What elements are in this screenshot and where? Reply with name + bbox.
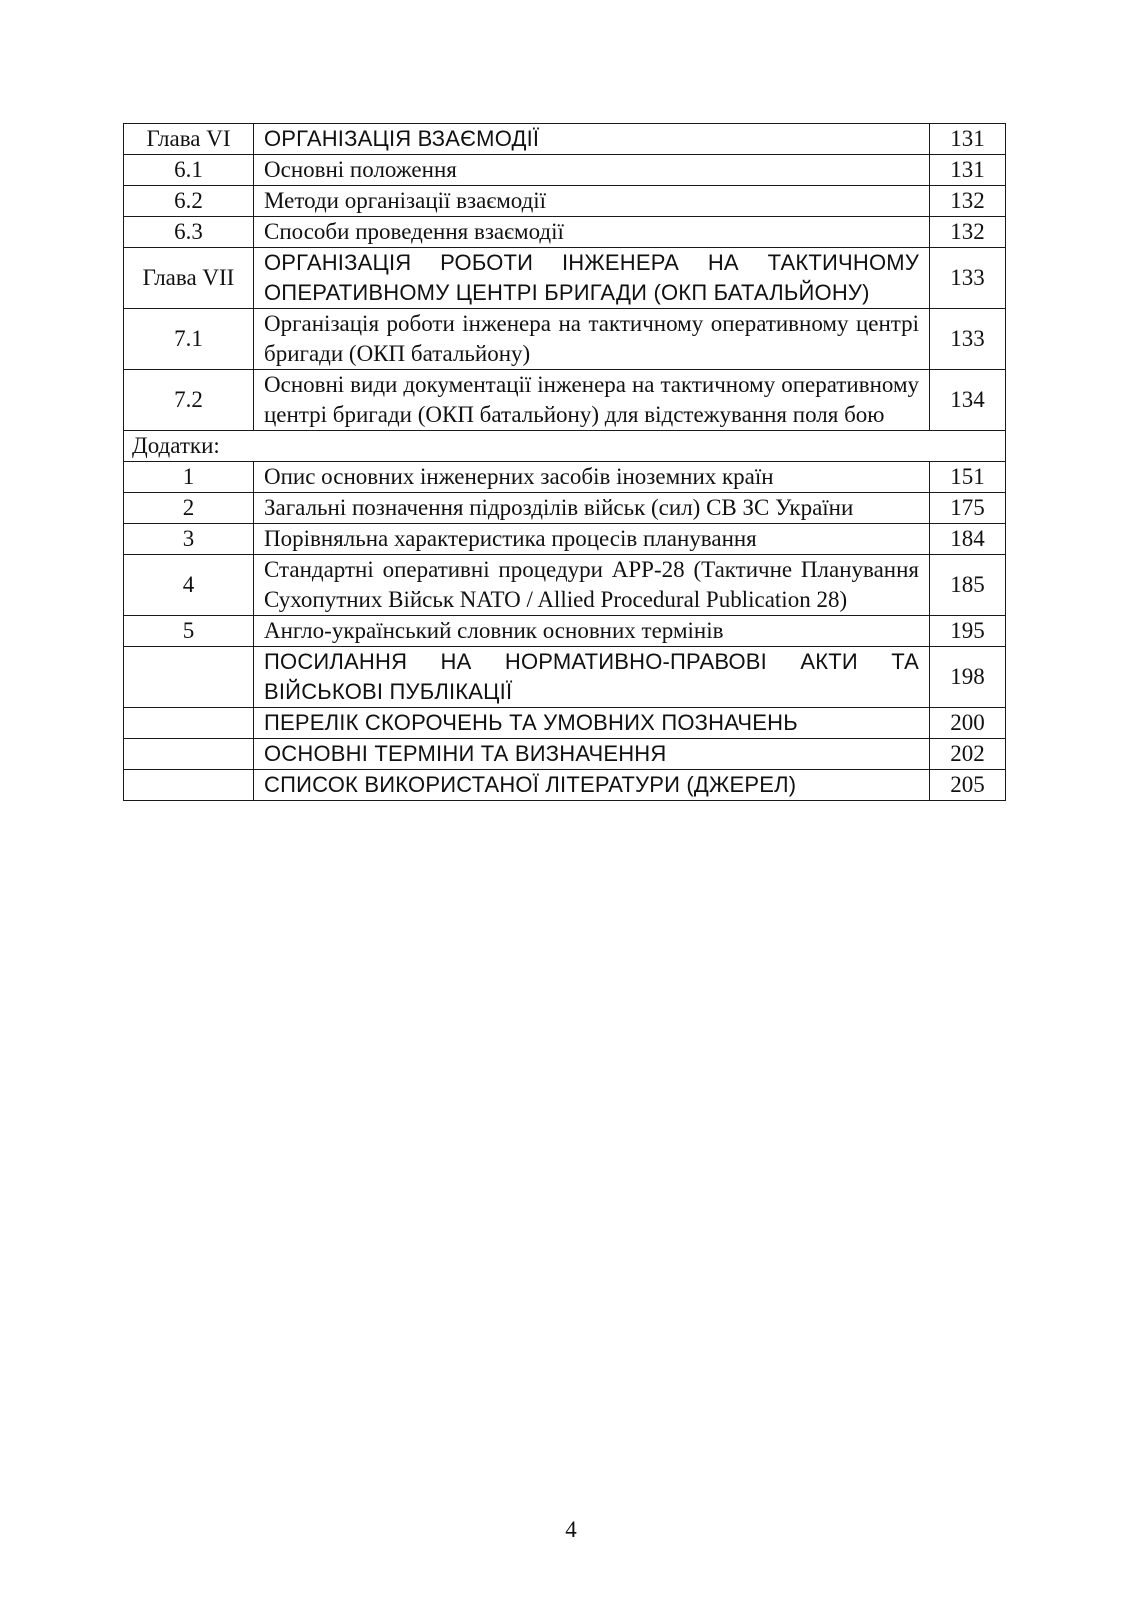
section-title: Методи організації взаємодії (254, 186, 930, 217)
page-ref: 184 (930, 524, 1006, 555)
page-ref: 175 (930, 493, 1006, 524)
section-title: Основні положення (254, 155, 930, 186)
chapter-number: Глава VII (124, 248, 254, 309)
chapter-title: ОРГАНІЗАЦІЯ РОБОТИ ІНЖЕНЕРА НА ТАКТИЧНОМУ ОПЕРАТИВНОМУ ЦЕНТРІ БРИГАДИ (ОКП БАТАЛЬЙОНУ) (254, 248, 930, 309)
table-of-contents (123, 123, 1006, 801)
section-title: ПЕРЕЛІК СКОРОЧЕНЬ ТА УМОВНИХ ПОЗНАЧЕНЬ (254, 708, 930, 739)
toc-row (124, 493, 1006, 524)
toc-row (124, 370, 1006, 431)
toc-row (124, 462, 1006, 493)
page-ref: 195 (930, 616, 1006, 647)
appendix-number: 5 (124, 616, 254, 647)
appendix-title: Порівняльна характеристика процесів планування (254, 524, 930, 555)
page-ref: 185 (930, 555, 1006, 616)
page-ref: 200 (930, 708, 1006, 739)
appendix-number: 2 (124, 493, 254, 524)
toc-row (124, 124, 1006, 155)
page-ref: 202 (930, 739, 1006, 770)
section-number: 7.2 (124, 370, 254, 431)
page-ref: 151 (930, 462, 1006, 493)
toc-row (124, 155, 1006, 186)
chapter-number: Глава VI (124, 124, 254, 155)
section-title: Основні види документації інженера на тактичному оперативному центрі бригади (ОКП батальйону) для відстежування поля бою (254, 370, 930, 431)
appendix-number: 4 (124, 555, 254, 616)
toc-row (124, 248, 1006, 309)
section-number: 6.1 (124, 155, 254, 186)
appendix-header-row (124, 431, 1006, 462)
appendix-title: Опис основних інженерних засобів іноземних країн (254, 462, 930, 493)
page-ref: 134 (930, 370, 1006, 431)
toc-row (124, 524, 1006, 555)
section-title: СПИСОК ВИКОРИСТАНОЇ ЛІТЕРАТУРИ (ДЖЕРЕЛ) (254, 770, 930, 801)
appendix-number: 3 (124, 524, 254, 555)
toc-row (124, 555, 1006, 616)
page-ref: 131 (930, 124, 1006, 155)
page-ref: 132 (930, 217, 1006, 248)
toc-row (124, 739, 1006, 770)
appendix-header: Додатки: (124, 431, 1006, 462)
appendix-title: Стандартні оперативні процедури APP-28 (Тактичне Планування Сухопутних Військ NATO / Allied Procedural Publication 28) (254, 555, 930, 616)
section-title: Способи проведення взаємодії (254, 217, 930, 248)
toc-row (124, 708, 1006, 739)
empty-number (124, 770, 254, 801)
page-number: 4 (565, 1517, 577, 1542)
empty-number (124, 708, 254, 739)
section-title: ПОСИЛАННЯ НА НОРМАТИВНО-ПРАВОВІ АКТИ ТА ВІЙСЬКОВІ ПУБЛІКАЦІЇ (254, 647, 930, 708)
chapter-title: ОРГАНІЗАЦІЯ ВЗАЄМОДІЇ (254, 124, 930, 155)
page-ref: 132 (930, 186, 1006, 217)
appendix-number: 1 (124, 462, 254, 493)
toc-row (124, 647, 1006, 708)
page-ref: 133 (930, 248, 1006, 309)
appendix-title: Англо-український словник основних термінів (254, 616, 930, 647)
section-number: 6.2 (124, 186, 254, 217)
appendix-title: Загальні позначення підрозділів військ (сил) СВ ЗС України (254, 493, 930, 524)
section-number: 7.1 (124, 309, 254, 370)
empty-number (124, 647, 254, 708)
page-ref: 133 (930, 309, 1006, 370)
empty-number (124, 739, 254, 770)
page-ref: 131 (930, 155, 1006, 186)
section-title: ОСНОВНІ ТЕРМІНИ ТА ВИЗНАЧЕННЯ (254, 739, 930, 770)
page-ref: 205 (930, 770, 1006, 801)
section-title: Організація роботи інженера на тактичному оперативному центрі бригади (ОКП батальйону) (254, 309, 930, 370)
toc-row (124, 217, 1006, 248)
toc-row (124, 770, 1006, 801)
toc-row (124, 616, 1006, 647)
page-ref: 198 (930, 647, 1006, 708)
toc-row (124, 309, 1006, 370)
section-number: 6.3 (124, 217, 254, 248)
toc-row (124, 186, 1006, 217)
